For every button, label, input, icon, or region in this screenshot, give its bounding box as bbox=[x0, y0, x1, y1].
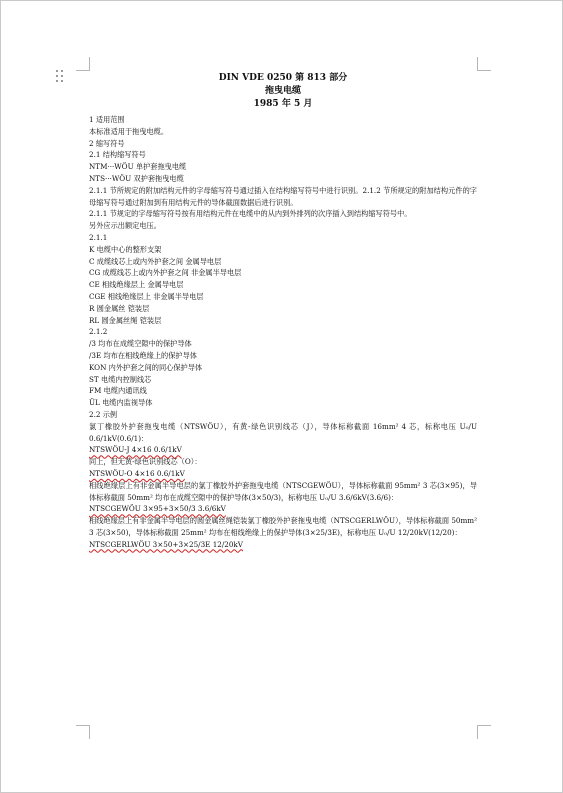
text-line: FM 电缆内通讯线 bbox=[89, 386, 147, 396]
text-line: 本标准适用于拖曳电缆。 bbox=[89, 126, 169, 136]
text-line: 2.1.1 节规定的字母缩写符号按有用结构元件在电缆中的从内到外排列的次序插入到结构缩写符号中。 bbox=[89, 209, 412, 219]
text-line: RL 圆金属丝绳 铠装层 bbox=[89, 315, 162, 325]
text-line: K 电缆中心的整形支架 bbox=[89, 244, 162, 254]
text-line: ST 电缆内控制线芯 bbox=[89, 374, 152, 384]
text-line: 同上，但无黄-绿色识别线芯（O）： bbox=[89, 457, 202, 467]
code-text: NTSWÖU-J 4×16 0.6/1kV bbox=[89, 445, 182, 455]
margin-corner-top-left bbox=[76, 57, 90, 71]
text-line: 氯丁橡胶外护套拖曳电缆（NTSWÖU），有黄-绿色识别线芯（J），导体标称截面 16mm² 4 芯，标称电压 U₀/U 0.6/1kV(0.6/1)： bbox=[89, 421, 477, 443]
document-page bbox=[89, 72, 477, 550]
text-line: R 圆金属丝 铠装层 bbox=[89, 303, 150, 313]
text-line: 另外应示出额定电压。 bbox=[89, 221, 161, 231]
code-line bbox=[89, 444, 477, 456]
document-title: DIN VDE 0250 第 813 部分 bbox=[218, 73, 348, 83]
document-subtitle: 拖曳电缆 bbox=[264, 86, 301, 96]
text-line: /3 均布在成缆空隙中的保护导体 bbox=[89, 339, 192, 349]
code-line bbox=[89, 468, 477, 480]
text-line: NTS···WÖU 双护套拖曳电缆 bbox=[89, 173, 184, 183]
text-line: 2.1 结构缩写符号 bbox=[89, 150, 146, 160]
text-line: CE 相线绝缘层上 金属导电层 bbox=[89, 280, 184, 290]
table-move-handle-icon[interactable] bbox=[56, 70, 65, 83]
text-line: 1 适用范围 bbox=[89, 115, 125, 124]
text-line: CGE 相线绝缘层上 非金属半导电层 bbox=[89, 291, 204, 301]
text-line: C 成缆线芯上或内外护套之间 金属导电层 bbox=[89, 256, 222, 266]
document-body bbox=[89, 114, 477, 550]
margin-corner-top-right bbox=[477, 57, 491, 71]
text-line: CG 成缆线芯上或内外护套之间 非金属半导电层 bbox=[89, 268, 242, 278]
text-line: 2.1.1 节所规定的附加结构元件的字母缩写符号通过插入在结构缩写符号中进行识别。2.1.2 节所规定的附加结构元件的字母缩写符号通过附加到有用结构元件的导体截面数据后进行识别。 bbox=[89, 185, 477, 207]
text-line: KON 内外护套之间的同心保护导体 bbox=[89, 362, 203, 372]
code-line bbox=[89, 539, 477, 551]
text-line: ÜL 电缆内监视导体 bbox=[89, 398, 153, 408]
code-text: NTSCGEWÖU 3×95+3×50/3 3.6/6kV bbox=[89, 504, 226, 514]
code-line bbox=[89, 503, 477, 515]
text-line: /3E 均布在相线绝缘上的保护导体 bbox=[89, 350, 197, 360]
document-date: 1985 年 5 月 bbox=[253, 99, 313, 109]
text-line: 相线绝缘层上有非金属半导电层的氯丁橡胶外护套拖曳电缆（NTSCGEWÖU），导体标称截面 95mm² 3 芯(3×95)，导体标称截面 50mm² 均布在成缆空隙中的保护导体(3×50/3)，标称电压 U₀/U 3.6/6kV(3.6/6)： bbox=[89, 480, 477, 502]
text-line: 2.1.1 bbox=[89, 232, 108, 242]
text-line: 2.1.2 bbox=[89, 327, 108, 337]
margin-corner-bottom-right bbox=[477, 725, 491, 739]
code-text: NTSWÖU-O 4×16 0.6/1kV bbox=[89, 468, 185, 478]
code-text: NTSCGERLWÖU 3×50+3×25/3E 12/20kV bbox=[89, 539, 243, 549]
text-line: NTM···WÖU 单护套拖曳电缆 bbox=[89, 162, 187, 172]
text-line: 2 缩写符号 bbox=[89, 138, 125, 148]
text-line: 2.2 示例 bbox=[89, 409, 118, 419]
margin-corner-bottom-left bbox=[76, 725, 90, 739]
text-line: 相线绝缘层上有非金属半导电层的圆金属丝绳铠装氯丁橡胶外护套拖曳电缆（NTSCGERLWÖU），导体标称截面 50mm² 3 芯(3×50)，导体标称截面 25mm² 均布在相线绝缘上的保护导体(3×25/3E)，标称电压 U₀/U 12/20kV(12/20)： bbox=[89, 516, 477, 537]
